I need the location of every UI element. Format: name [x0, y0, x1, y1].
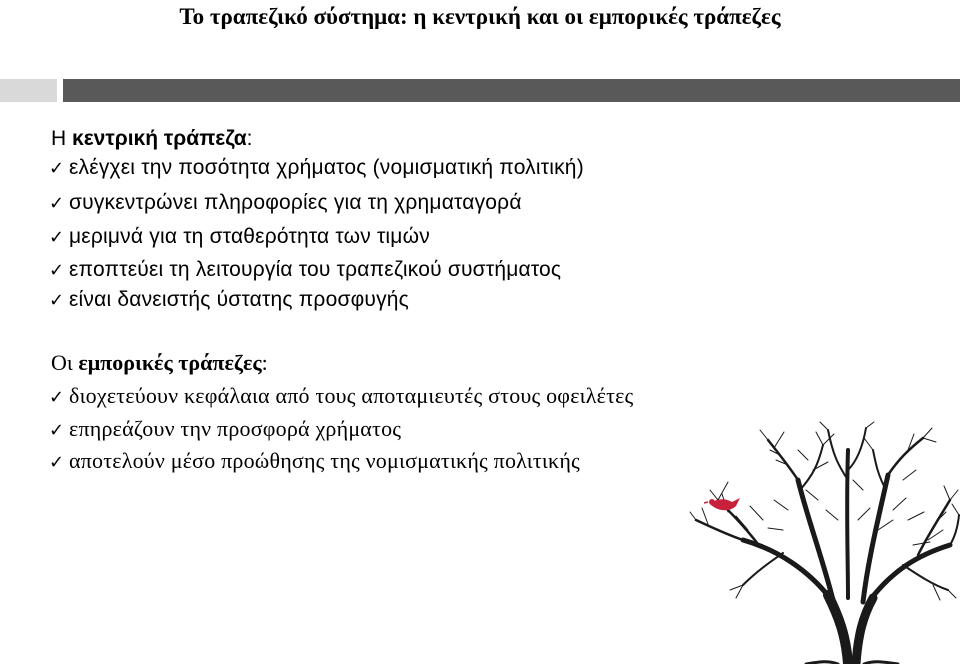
list-item — [49, 416, 401, 442]
check-icon: ✓ — [49, 193, 65, 214]
heading-prefix: Οι — [51, 350, 79, 375]
heading-prefix: Η — [51, 127, 72, 150]
central-bank-heading — [51, 127, 253, 151]
heading-suffix: : — [261, 350, 268, 375]
list-item-text: είναι δανειστής ύστατης προσφυγής — [69, 288, 410, 311]
list-item-text: μεριμνά για τη σταθερότητα των τιμών — [69, 225, 430, 248]
list-item — [49, 288, 409, 312]
list-item — [49, 191, 522, 215]
commercial-banks-heading — [51, 350, 268, 376]
list-item — [49, 383, 633, 409]
tree-illustration — [688, 420, 960, 664]
header-bar-dark — [63, 79, 960, 102]
list-item — [49, 448, 580, 474]
heading-suffix: : — [246, 127, 253, 150]
check-icon: ✓ — [49, 158, 65, 179]
list-item-text: αποτελούν μέσο προώθησης της νομισματικής πολιτικής — [69, 448, 580, 473]
list-item-text: επηρεάζουν την προσφορά χρήματος — [69, 416, 402, 441]
check-icon: ✓ — [49, 387, 65, 408]
list-item-text: συγκεντρώνει πληροφορίες για τη χρηματαγορά — [69, 191, 522, 214]
list-item-text: εποπτεύει τη λειτουργία του τραπεζικού συστήματος — [69, 258, 562, 281]
bird-icon — [704, 498, 740, 510]
header-bar-light — [0, 79, 57, 102]
list-item — [49, 156, 584, 180]
heading-bold: εμπορικές τράπεζες — [78, 350, 262, 375]
list-item-text: ελέγχει την ποσότητα χρήματος (νομισματική πολιτική) — [69, 156, 584, 179]
list-item — [49, 258, 561, 282]
slide-title: Το τραπεζικό σύστημα: η κεντρική και οι εμπορικές τράπεζες — [179, 4, 781, 29]
heading-bold: κεντρική τράπεζα — [72, 127, 247, 150]
check-icon: ✓ — [49, 452, 65, 473]
check-icon: ✓ — [49, 420, 65, 441]
check-icon: ✓ — [49, 260, 65, 281]
list-item — [49, 225, 430, 249]
list-item-text: διοχετεύουν κεφάλαια από τους αποταμιευτές στους οφειλέτες — [69, 383, 634, 408]
check-icon: ✓ — [49, 227, 65, 248]
check-icon: ✓ — [49, 290, 65, 311]
